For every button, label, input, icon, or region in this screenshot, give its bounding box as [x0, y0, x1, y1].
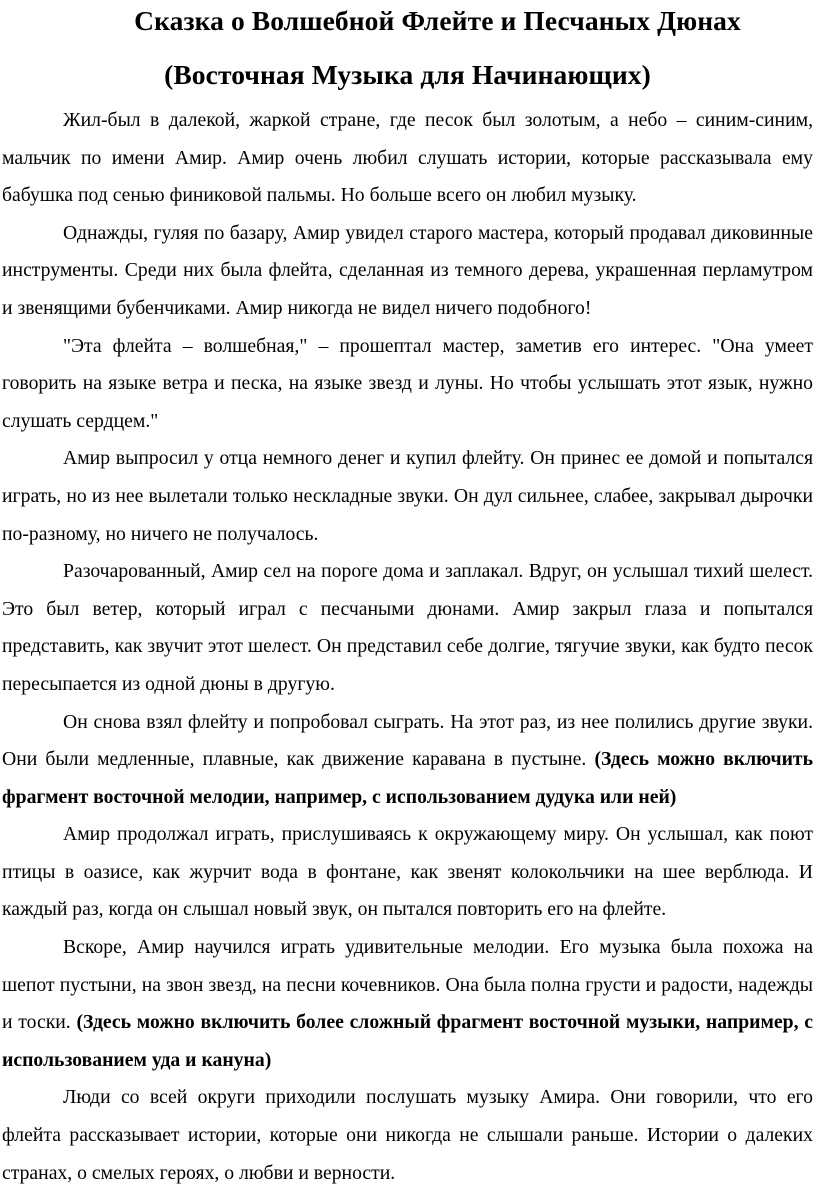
- paragraph: [2, 929, 813, 1079]
- paragraph: [2, 816, 813, 929]
- paragraph: [2, 215, 813, 328]
- paragraph: [2, 328, 813, 441]
- paragraph: [2, 704, 813, 817]
- document-title: Сказка о Волшебной Флейте и Песчаных Дюнах: [134, 5, 741, 36]
- paragraph-text: Жил-был в далекой, жаркой стране, где песок был золотым, а небо – синим-синим, мальчик по имени Амир. Амир очень любил слушать истории, которые рассказывала ему бабушка под сенью финиковой пальмы. Но больше всего он любил музыку.: [2, 109, 813, 207]
- paragraph-text: Он снова взял флейту и попробовал сыграть. На этот раз, из нее полились другие звуки. Они были медленные, плавные, как движение каравана в пустыне.: [2, 710, 813, 771]
- paragraph-text: Вскоре, Амир научился играть удивительные мелодии. Его музыка была похожа на шепот пустыни, на звон звезд, на песни кочевников. Она была полна грусти и радости, надежды и тоски.: [2, 936, 813, 1034]
- paragraph: [2, 102, 813, 215]
- paragraph-text: "Эта флейта – волшебная," – прошептал мастер, заметив его интерес. "Она умеет говорить на языке ветра и песка, на языке звезд и луны. Но чтобы услышать этот язык, нужно слушать сердцем.": [2, 334, 813, 432]
- paragraph-text: Разочарованный, Амир сел на пороге дома и заплакал. Вдруг, он услышал тихий шелест. Это был ветер, который играл с песчаными дюнами. Амир закрыл глаза и попытался представить, как звучит этот шелест. Он представил себе долгие, тягучие звуки, как будто песок пересыпается из одной дюны в другую.: [2, 560, 813, 695]
- story-body: [2, 102, 813, 1192]
- paragraph: [2, 440, 813, 553]
- music-note-bold: (Здесь можно включить фрагмент восточной мелодии, например, с использованием дудука или ней): [2, 748, 813, 808]
- paragraph-text: Люди со всей округи приходили послушать музыку Амира. Они говорили, что его флейта рассказывает истории, которые они никогда не слышали раньше. Истории о далеких странах, о смелых героях, о любви и верности.: [2, 1086, 813, 1184]
- paragraph: [2, 1079, 813, 1192]
- paragraph-text: Однажды, гуляя по базару, Амир увидел старого мастера, который продавал диковинные инструменты. Среди них была флейта, сделанная из темного дерева, украшенная перламутром и звенящими бубенчиками. Амир никогда не видел ничего подобного!: [2, 221, 813, 319]
- paragraph: [2, 553, 813, 703]
- music-note-bold: (Здесь можно включить более сложный фрагмент восточной музыки, например, с использованием уда и кануна): [2, 1011, 813, 1071]
- document-subtitle: (Восточная Музыка для Начинающих): [164, 59, 651, 90]
- paragraph-text: Амир продолжал играть, прислушиваясь к окружающему миру. Он услышал, как поют птицы в оазисе, как журчит вода в фонтане, как звенят колокольчики на шее верблюда. И каждый раз, когда он слышал новый звук, он пытался повторить его на флейте.: [2, 823, 813, 921]
- paragraph-text: Амир выпросил у отца немного денег и купил флейту. Он принес ее домой и попытался играть, но из нее вылетали только нескладные звуки. Он дул сильнее, слабее, закрывал дырочки по-разному, но ничего не получалось.: [2, 447, 813, 545]
